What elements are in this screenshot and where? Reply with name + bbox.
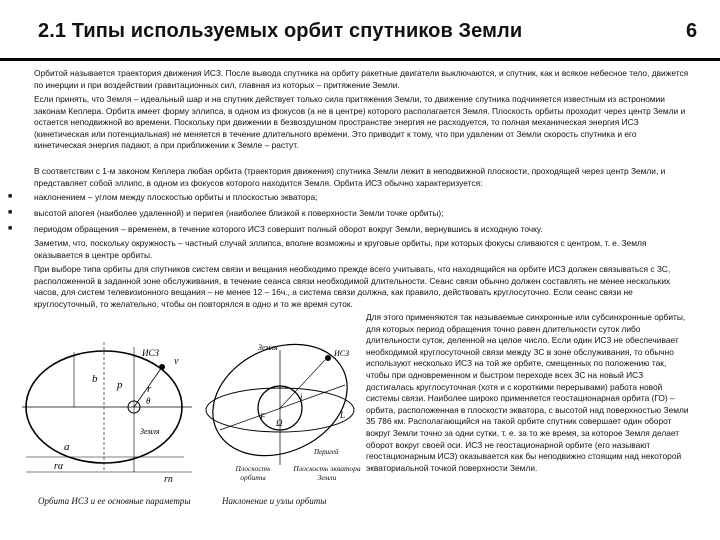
- label-p: p: [117, 379, 123, 391]
- label-r: r: [147, 383, 152, 395]
- bullet-inclination: наклонением – углом между плоскостью орбиты и плоскостью экватора;: [34, 192, 318, 202]
- label-omega: Ω: [276, 418, 283, 428]
- label-v: v: [174, 356, 179, 367]
- label-earth: Земля: [140, 427, 160, 436]
- bullet-marker: ■: [8, 225, 13, 232]
- slide-title: 2.1 Типы используемых орбит спутников Земли: [38, 20, 523, 42]
- paragraph-orbit-selection: При выборе типа орбиты для спутников систем связи и вещания необходимо прежде всего учитывать, что находящийся на орбите ИСЗ должен связываться с ЗС, расположенной в заданной зоне обслуживания, в течение сеанса связи необходимой длительности. Сеанс связи обычно должен составлять не менее нескольких часов, для систем телевизионного вещания – не менее 12 – 16ч., а система связи должна, как правило, действовать круглосуточно. Если сеанс связи не круглосуточный, то желательно, чтобы он повторялся в одно и то же время суток.: [34, 264, 671, 309]
- label-theta: θ: [146, 396, 151, 406]
- slide-number: 6: [686, 20, 698, 42]
- label-i: i: [300, 392, 303, 402]
- label-orbit-plane: Плоскость орбиты: [235, 464, 271, 482]
- paragraph-circular-orbits: Заметим, что, поскольку окружность – частный случай эллипса, вполне возможны и круговые орбиты, при которых фокусы сливаются с центром, т. е. Земля оказывается в центре орбиты.: [34, 238, 647, 260]
- bullet-marker: ■: [8, 193, 13, 200]
- label-earth-right: Земля: [258, 343, 278, 352]
- paragraph-first-law: В соответствии с 1-м законом Кеплера любая орбита (траектория движения) спутника Земли лежит в неподвижной плоскости, проходящей через центр Земли, и представляет собой эллипс, в одном из фокусов которого находится Земля. Орбита ИСЗ обычно характеризуется:: [34, 166, 666, 188]
- label-rn: rп: [164, 474, 173, 485]
- caption-orbit-parameters: Орбита ИСЗ и ее основные параметры: [38, 496, 191, 506]
- label-isz-right: ИСЗ: [334, 349, 350, 358]
- bullet-apogee-perigee: высотой апогея (наиболее удаленной) и перигея (наиболее близкой к поверхности Земли точке орбиты);: [34, 208, 444, 218]
- title-rule: [0, 58, 720, 61]
- label-b: b: [92, 373, 98, 385]
- label-perigee: Перигей: [314, 448, 339, 456]
- label-isz: ИСЗ: [142, 348, 159, 358]
- label-ra: rα: [54, 461, 64, 472]
- label-L: L: [340, 410, 346, 420]
- inclination-nodes-diagram: [200, 330, 360, 480]
- bullet-period: периодом обращения – временем, в течение которого ИСЗ совершит полный оборот вокруг Земли, вернувшись в исходную точку.: [34, 224, 543, 234]
- paragraph-synchronous-orbits: Для этого применяются так называемые синхронные или субсинхронные орбиты, для которых период обращения точно равен длительности суток либо длительности суток, деленной на целое число. Если один ИСЗ не обеспечивает необходимой круглосуточной связи между ЗС в зоне обслуживания, то обычно используют несколько ИСЗ на той же орбите, смещенных по положению так, чтобы при одновременном и быстром переходе всех ЗС на новый ИСЗ достигалась круглосуточная (хотя и с короткими перерывами) работа новой системы связи. Наиболее широко применяется геостационарная орбита (ГО) – орбита, расположенная в плоскости экватора, с высотой над поверхностью Земли 35 786 км. Располагающийся на такой орбите спутник совершает один оборот вокруг Земли точно за одни сутки, т. е. за то же время, за которое Земля делает оборот вокруг своей оси. ИСЗ не геостационарной орбите (его называют геостационарным ИСЗ) оказывается как бы неподвижно стоящим над некоторой экваториальной точкой поверхности Земли.: [366, 312, 689, 473]
- orbit-parameters-diagram: [14, 322, 194, 492]
- label-equator-plane: Плоскость экватора Земли: [293, 464, 361, 482]
- paragraph-orbit-definition: Орбитой называется траектория движения ИСЗ. После вывода спутника на орбиту ракетные двигатели выключаются, и спутник, как и всякое небесное тело, движется по инерции и при воздействии гравитационных сил, главная из которых – притяжение Земли.: [34, 68, 689, 90]
- caption-inclination-nodes: Наклонение и узлы орбиты: [222, 496, 327, 506]
- label-F: F: [260, 412, 266, 422]
- paragraph-kepler-laws: Если принять, что Земля – идеальный шар и на спутник действует только сила притяжения Земли, то движение спутника подчиняется известным из астрономии законам Кеплера. Орбита имеет форму эллипса, в одном из фокусов (а не в центре) которого располагается Земля. Плоскость орбиты проходит через центр Земли и остается неподвижной во времени. Поскольку при движении в безвоздушном пространстве энергия не расходуется, то полная механическая энергия ИСЗ (кинетическая или потенциальная) не меняется в течение длительного времени. Это приводит к тому, что при удалении от Земли скорость спутника и его кинетическая энергия падают, а при приближении к Земле – растут.: [34, 94, 686, 151]
- label-a: a: [64, 441, 70, 453]
- bullet-marker: ■: [8, 209, 13, 216]
